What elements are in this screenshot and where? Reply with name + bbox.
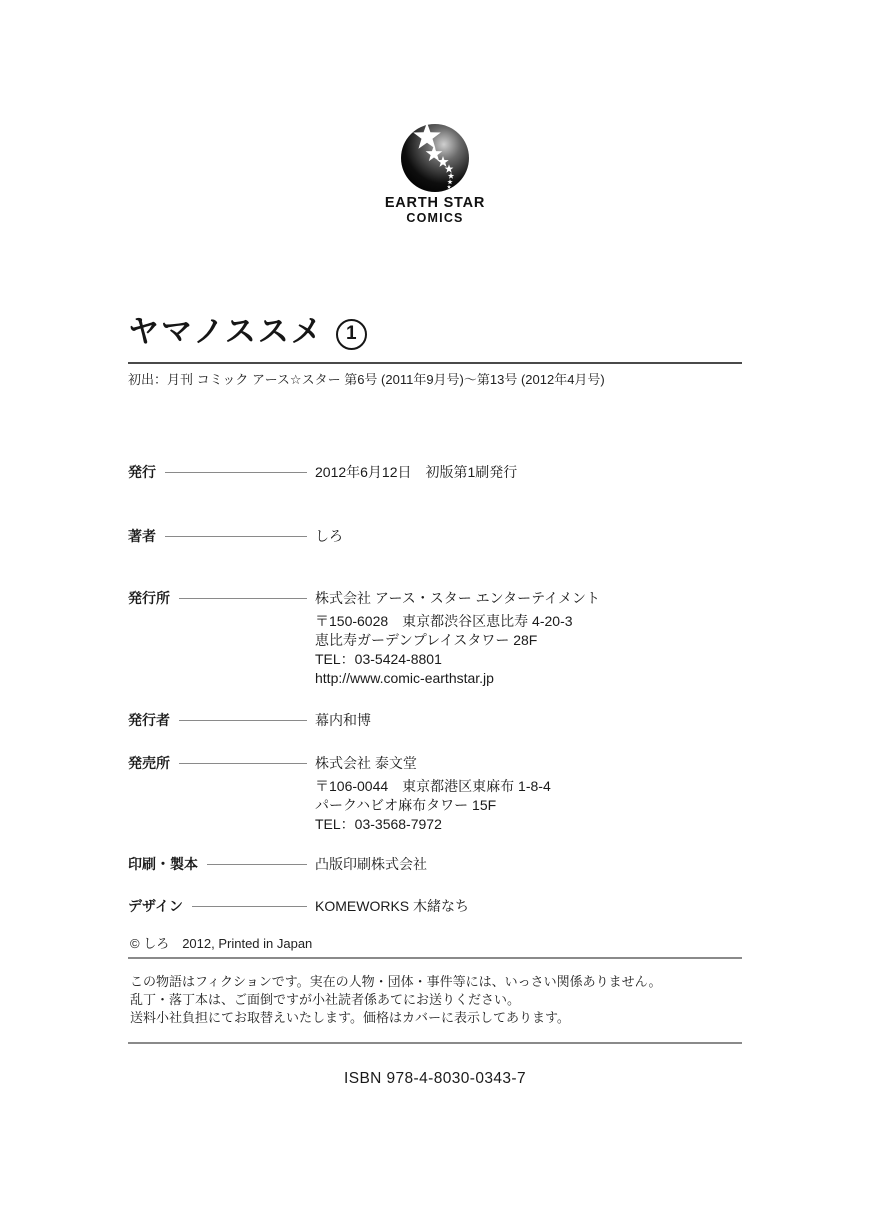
book-title-text: ヤマノススメ [128,314,324,349]
leader-line [179,763,307,764]
row-value: 幕内和博 [315,712,371,728]
row-value: KOMEWORKS 木緒なち [315,898,470,914]
row-label: 発行 [128,464,156,480]
colophon-row-publication-date [128,462,742,482]
book-title [128,312,742,353]
colophon-row-author [128,526,742,546]
colophon-row-publisher-person [128,710,742,730]
logo-wordmark-line1: EARTH STAR [384,195,486,211]
leader-line [165,536,307,537]
row-label: 発行者 [128,712,170,728]
row-value: 凸版印刷株式会社 [315,856,427,872]
colophon-row-design [128,896,742,916]
address-line: 〒150-6028 東京都渋谷区恵比寿 4-20-3 [315,613,573,629]
disclaimer-line: この物語はフィクションです。実在の人物・団体・事件等には、いっさい関係ありません。 [130,974,662,989]
address-line: 〒106-0044 東京都港区東麻布 1-8-4 [315,778,551,794]
logo-wordmark-line2: COMICS [406,211,464,225]
copyright-line: © しろ 2012, Printed in Japan [130,936,313,951]
colophon-row-printing [128,854,742,874]
tel-line: TEL：03-5424-8801 [315,651,442,667]
row-label: 著者 [128,528,156,544]
volume-badge: 1 [336,319,367,350]
leader-line [179,598,307,599]
address-line: パークハビオ麻布タワー 15F [315,797,497,813]
leader-line [165,472,307,473]
row-value: 株式会社 泰文堂 [315,755,417,771]
row-label: 発売所 [128,755,170,771]
disclaimer-line: 乱丁・落丁本は、ご面倒ですが小社読者係あてにお送りください。 [130,992,521,1007]
colophon-row-publisher [128,588,742,688]
row-value: しろ [315,528,343,544]
disclaimer-divider-top [128,957,742,959]
row-value: 2012年6月12日 初版第1刷発行 [315,464,518,480]
url-line: http://www.comic-earthstar.jp [315,670,494,686]
address-line: 恵比寿ガーデンプレイスタワー 28F [315,632,538,648]
disclaimer-line: 送料小社負担にてお取替えいたします。価格はカバーに表示してあります。 [130,1010,570,1025]
disclaimer-divider-bottom [128,1042,742,1044]
leader-line [192,906,307,907]
earth-star-globe-icon [399,122,471,194]
row-label: 発行所 [128,590,170,606]
row-label: 印刷・製本 [128,856,198,872]
row-value: 株式会社 アース・スター エンターテイメント [315,590,600,606]
first-publication-note: 初出：月刊 コミック アース☆スター 第6号 (2011年9月号)～第13号 (2012年4月号) [128,372,605,387]
leader-line [179,720,307,721]
isbn: ISBN 978-4-8030-0343-7 [344,1070,526,1087]
leader-line [207,864,307,865]
tel-line: TEL：03-3568-7972 [315,816,442,832]
title-divider [128,362,742,364]
publisher-logo [355,122,515,225]
row-label: デザイン [128,898,184,914]
disclaimer-block [130,973,744,1027]
colophon-row-distributor [128,753,742,834]
